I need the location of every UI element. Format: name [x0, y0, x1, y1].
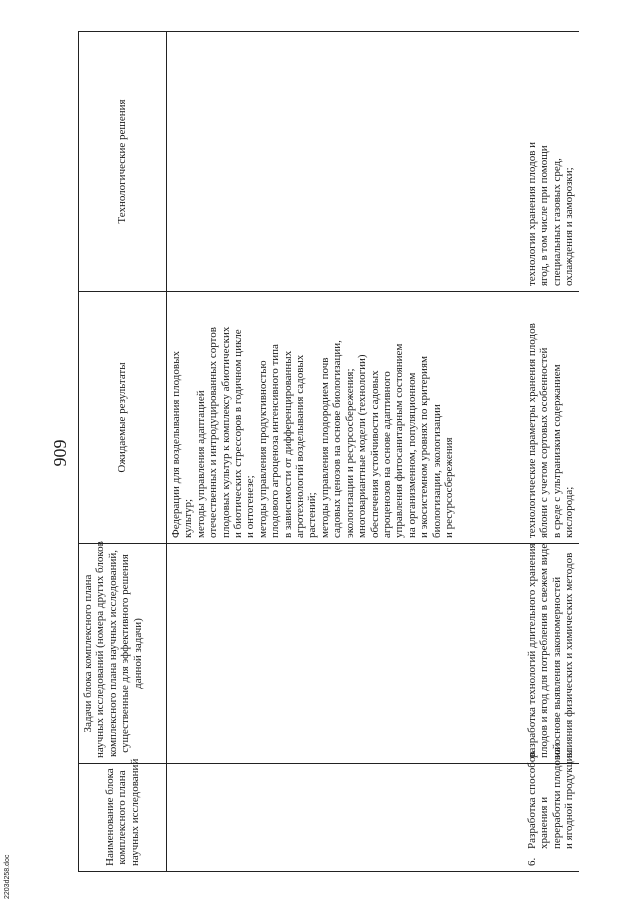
text-line: переработки плодовой: [550, 743, 563, 849]
text-line: экологизации и ресурсосбережения;: [343, 368, 356, 538]
table-row: [167, 32, 524, 872]
text-line: на организменном, популяционном: [405, 372, 418, 538]
block-name-text: [526, 744, 576, 849]
text-line: ягод, в том числе при помощи: [538, 145, 551, 286]
text-line: и ягодной продукции: [563, 749, 576, 849]
text-line: многовариантные модели (технологии): [356, 354, 369, 538]
text-line: обеспечения устойчивости садовых: [368, 370, 381, 538]
text-line: и биотических стрессоров в годичном цикле: [232, 329, 245, 538]
text-line: растений;: [306, 492, 319, 538]
text-line: комплексного плана: [116, 770, 129, 865]
text-line: влияния физических и химических методов: [563, 552, 576, 758]
header-block-tasks: [79, 541, 167, 764]
text-line: отечественных и интродуцированных сортов: [207, 327, 220, 538]
text-line: Задачи блока комплексного плана: [82, 574, 94, 733]
text-line: Наименование блока: [103, 768, 116, 866]
text-line: и онтогенезе;: [244, 475, 257, 538]
text-line: кислорода;: [563, 486, 576, 538]
header-tech-solutions: [79, 32, 167, 292]
row1-tech-solutions: [167, 32, 524, 292]
text-line: Федерации для возделывания плодовых: [170, 351, 182, 538]
text-line: и экосистемном уровнях по критериям: [418, 356, 431, 538]
row1-tasks: [167, 544, 524, 764]
research-plan-table: [78, 31, 579, 872]
row2-expected-results: [523, 292, 579, 544]
text-line: садовых ценозов на основе биологизации,: [331, 340, 344, 538]
text-line: в среде с ультранизким содержанием: [550, 364, 563, 538]
text-line: специальных газовых сред,: [550, 158, 563, 286]
text-line: комплексного плана научных исследований,: [106, 550, 119, 757]
row-number: 6.: [526, 857, 538, 866]
text-line: охлаждения и заморозки;: [563, 167, 576, 286]
text-line: управления фитосанитарным состоянием: [393, 343, 406, 538]
header-block-name: [79, 758, 167, 872]
text-line: научных исследований: [128, 758, 141, 866]
text-line: Технологические решения: [116, 99, 129, 224]
text-line: научных исследований (номера других блоков: [94, 541, 107, 758]
text-line: методы управления плодородием почв: [318, 357, 331, 538]
text-line: агроценозов на основе адаптивного: [380, 371, 393, 538]
text-line: на основе выявления закономерностей: [550, 576, 563, 758]
table-header-row: [79, 32, 167, 872]
text-line: в зависимости от дифференцированных: [281, 350, 294, 538]
row2-block-name: [523, 743, 579, 872]
text-line: плодового агроценоза интенсивного типа: [269, 344, 282, 538]
text-line: и ресурсосбережения: [442, 437, 455, 538]
text-line: плодовых культур к комплексу абиотических: [219, 326, 232, 538]
header-expected-results: [79, 292, 167, 544]
row1-expected-results: [167, 292, 524, 544]
text-line: культур;: [182, 498, 195, 538]
text-line: разработка технологий длительного хранения: [526, 543, 538, 758]
page-number: 909: [50, 439, 70, 467]
row1-block-name: [167, 764, 524, 872]
table-row: [523, 32, 579, 872]
document-id: 2203d258.doc: [4, 854, 11, 899]
text-line: методы управления продуктивностью: [256, 360, 269, 538]
text-line: плодов и ягод для потребления в свежем виде: [538, 543, 551, 758]
text-line: агротехнологий возделывания садовых: [294, 354, 307, 538]
text-line: Разработка способов: [526, 751, 538, 849]
row2-tasks: [523, 544, 579, 764]
text-line: данной задачи): [131, 618, 144, 689]
text-line: биологизации, экологизации: [430, 404, 443, 538]
text-line: Ожидаемые результаты: [116, 362, 129, 473]
text-line: методы управления адаптацией: [194, 390, 207, 538]
text-line: хранения и: [538, 796, 551, 849]
text-line: яблони с учетом сортовых особенностей: [538, 347, 551, 538]
text-line: технологические параметры хранения плодов: [526, 323, 538, 538]
row2-tech-solutions: [523, 32, 579, 292]
text-line: технологии хранения плодов и: [526, 141, 538, 286]
text-line: существенные для эффективного решения: [119, 554, 132, 753]
